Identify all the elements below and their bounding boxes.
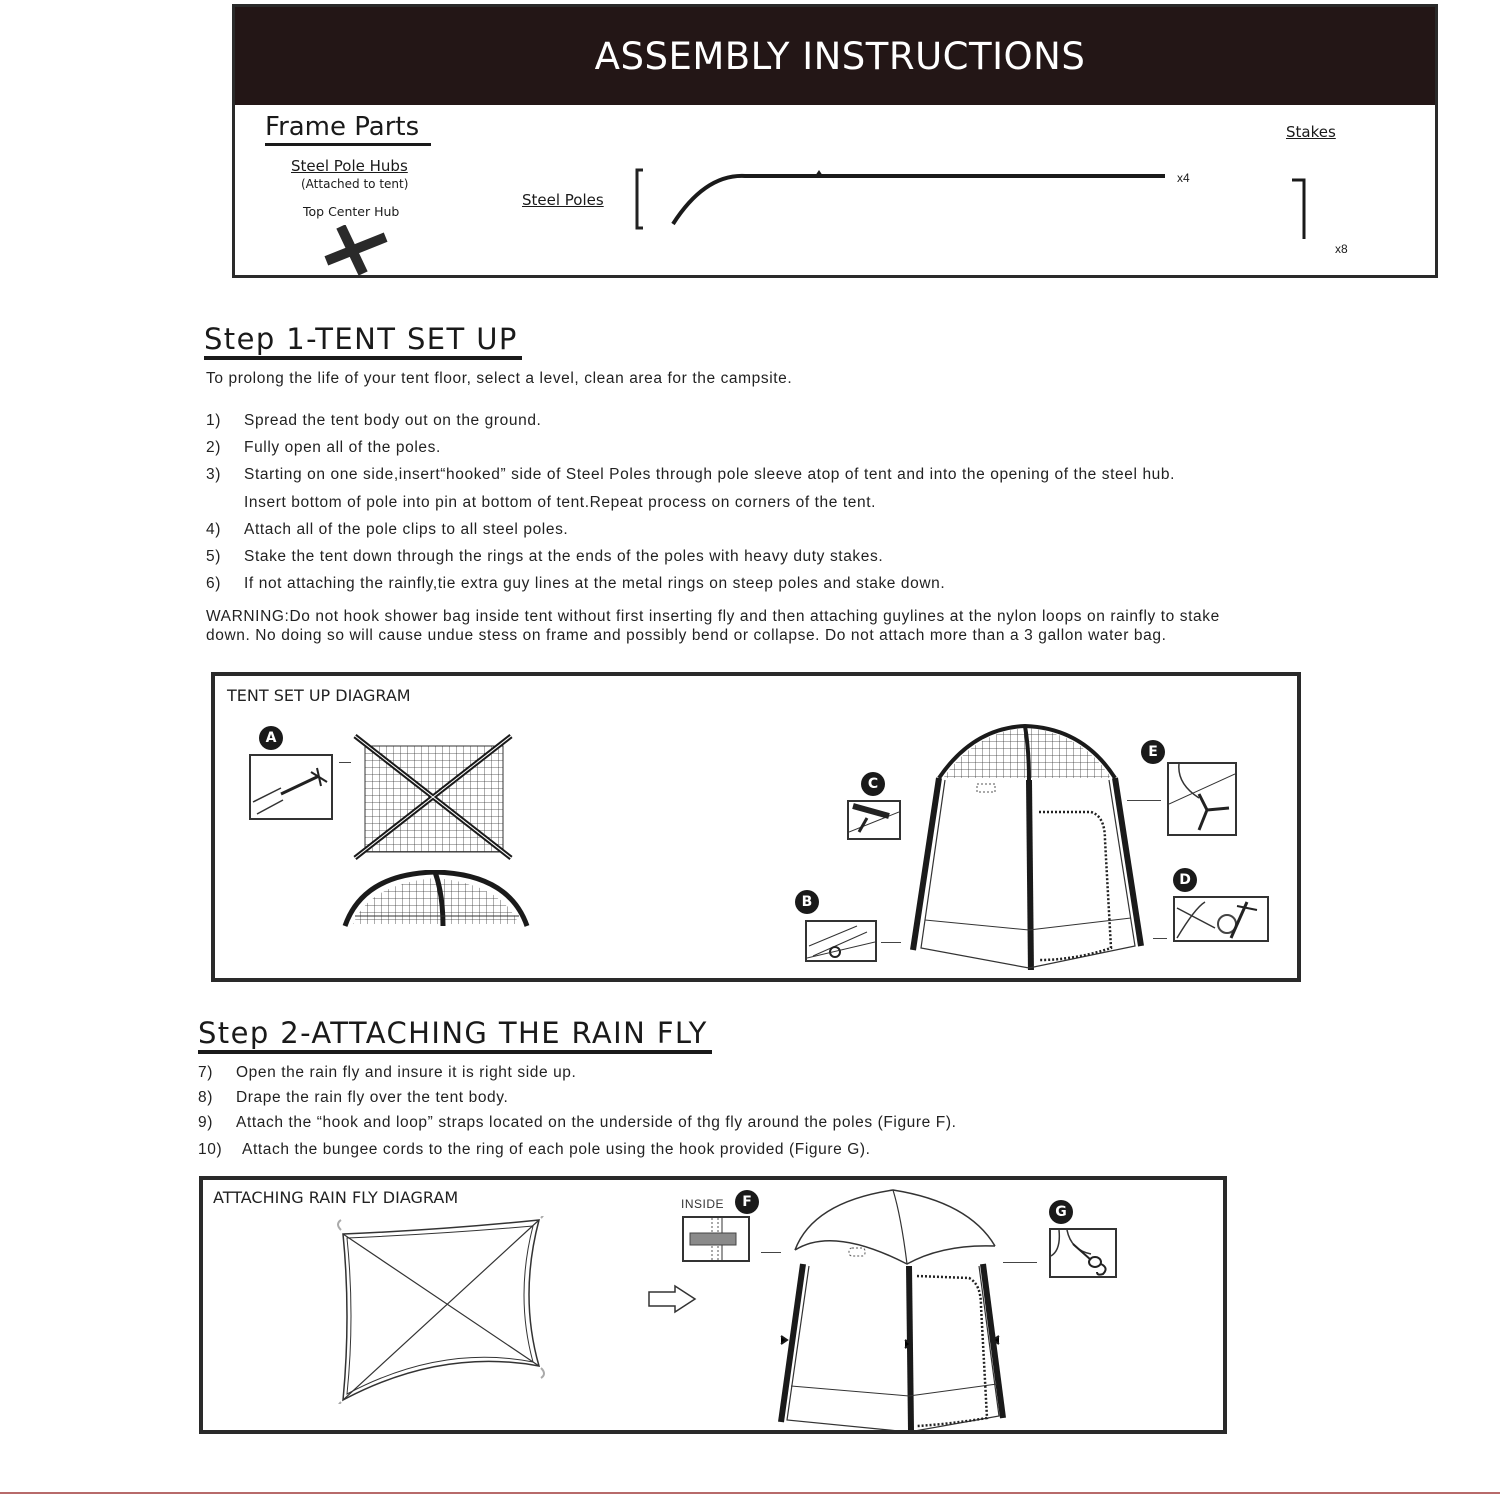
list-text: Attach all of the pole clips to all steel poles.	[244, 521, 569, 538]
detail-b-frame	[805, 920, 877, 962]
list-item	[206, 466, 1175, 484]
list-item	[198, 1114, 957, 1132]
leader-line	[881, 942, 901, 943]
callout-badge-e: E	[1141, 740, 1165, 764]
list-text: Starting on one side,insert“hooked” side of Steel Poles through pole sleeve atop of tent and into the opening of the steel hub.	[244, 466, 1176, 483]
detail-d-frame	[1173, 896, 1269, 942]
detail-e-frame	[1167, 762, 1237, 836]
header-bar	[235, 7, 1435, 105]
callout-badge-c: C	[861, 772, 885, 796]
diagram-title: ATTACHING RAIN FLY DIAGRAM	[213, 1188, 459, 1207]
list-number: 6)	[206, 575, 221, 592]
pole-clip-detail-icon	[849, 802, 899, 838]
callout-badge-b: B	[795, 890, 819, 914]
list-text: Open the rain fly and insure it is right side up.	[236, 1064, 577, 1081]
diagram-title: TENT SET UP DIAGRAM	[227, 686, 411, 705]
rain-fly-flat-icon	[321, 1216, 561, 1404]
list-number: 2)	[206, 439, 221, 456]
list-text: Spread the tent body out on the ground.	[244, 412, 542, 429]
list-text: Attach the bungee cords to the ring of each pole using the hook provided (Figure G).	[242, 1141, 871, 1158]
leader-line	[339, 762, 351, 763]
stakes-quantity: x8	[1335, 242, 1348, 256]
leader-line	[1003, 1262, 1037, 1263]
hook-loop-strap-icon	[684, 1218, 748, 1260]
frame-parts-panel	[232, 4, 1438, 278]
list-number: 7)	[198, 1064, 213, 1081]
poles-quantity: x4	[1177, 171, 1190, 185]
list-text: Fully open all of the poles.	[244, 439, 441, 456]
list-number: 9)	[198, 1114, 213, 1131]
pole-pin-detail-icon	[807, 922, 875, 960]
list-item	[206, 548, 883, 566]
arrow-right-icon	[647, 1284, 699, 1314]
list-item	[206, 575, 945, 593]
callout-badge-a: A	[259, 726, 283, 750]
step2-heading: Step 2-ATTACHING THE RAIN FLY	[198, 1016, 712, 1054]
rain-fly-diagram	[199, 1176, 1227, 1434]
page-title: ASSEMBLY INSTRUCTIONS	[594, 34, 1086, 78]
steel-poles-label: Steel Poles	[522, 191, 604, 209]
detail-a-frame	[249, 754, 333, 820]
inside-label: INSIDE	[681, 1197, 725, 1211]
list-item	[198, 1064, 576, 1082]
steel-pole-hubs-label: Steel Pole Hubs	[291, 157, 408, 175]
tent-assembled-icon	[905, 720, 1165, 970]
detail-c-frame	[847, 800, 901, 840]
list-item	[206, 412, 541, 430]
stake-icon	[1290, 177, 1310, 242]
leader-line	[1127, 800, 1161, 801]
list-number: 1)	[206, 412, 221, 429]
callout-badge-g: G	[1049, 1200, 1073, 1224]
list-item	[206, 439, 441, 457]
callout-badge-d: D	[1173, 868, 1197, 892]
list-item	[198, 1141, 871, 1159]
steel-pole-icon	[635, 162, 1175, 234]
pole-hub-detail-icon	[251, 756, 331, 818]
list-number: 5)	[206, 548, 221, 565]
guy-ring-detail-icon	[1169, 764, 1235, 834]
list-item-continuation: Insert bottom of pole into pin at bottom of tent.Repeat process on corners of the tent.	[244, 494, 877, 511]
step1-heading: Step 1-TENT SET UP	[204, 322, 522, 360]
list-text: Drape the rain fly over the tent body.	[236, 1089, 509, 1106]
list-number: 4)	[206, 521, 221, 538]
step1-intro: To prolong the life of your tent floor, select a level, clean area for the campsite.	[206, 370, 793, 387]
leader-line	[1153, 938, 1167, 939]
list-item	[198, 1089, 508, 1107]
tent-setup-diagram	[211, 672, 1301, 982]
tent-top-view-icon	[351, 732, 519, 862]
bottom-rule	[0, 1492, 1500, 1494]
warning-line-2: down. No doing so will cause undue stess on frame and possibly bend or collapse. Do not attach more than a 3 gallon water bag.	[206, 627, 1167, 644]
warning-line-1: WARNING:Do not hook shower bag inside tent without first inserting fly and then attaching guylines at the nylon loops on rainfly to stake	[206, 608, 1220, 625]
list-text: If not attaching the rainfly,tie extra guy lines at the metal rings on steep poles and stake down.	[244, 575, 946, 592]
tent-with-rain-fly-icon	[773, 1186, 1013, 1430]
hubs-subtitle: (Attached to tent)	[301, 177, 409, 191]
list-number: 8)	[198, 1089, 213, 1106]
top-center-hub-label: Top Center Hub	[303, 204, 400, 219]
list-number: 10)	[198, 1141, 223, 1158]
callout-badge-f: F	[735, 1190, 759, 1214]
list-text: Stake the tent down through the rings at the ends of the poles with heavy duty stakes.	[244, 548, 884, 565]
cross-hub-icon	[321, 225, 391, 277]
detail-g-frame	[1049, 1228, 1117, 1278]
stake-ring-detail-icon	[1175, 898, 1267, 940]
stakes-label: Stakes	[1286, 123, 1336, 141]
list-item	[206, 521, 568, 539]
list-number: 3)	[206, 466, 221, 483]
tent-dome-view-icon	[339, 870, 535, 930]
list-text: Attach the “hook and loop” straps located on the underside of thg fly around the poles (Figure F).	[236, 1114, 957, 1131]
bungee-hook-icon	[1051, 1230, 1115, 1276]
detail-f-frame	[682, 1216, 750, 1262]
frame-parts-title: Frame Parts	[265, 111, 431, 146]
